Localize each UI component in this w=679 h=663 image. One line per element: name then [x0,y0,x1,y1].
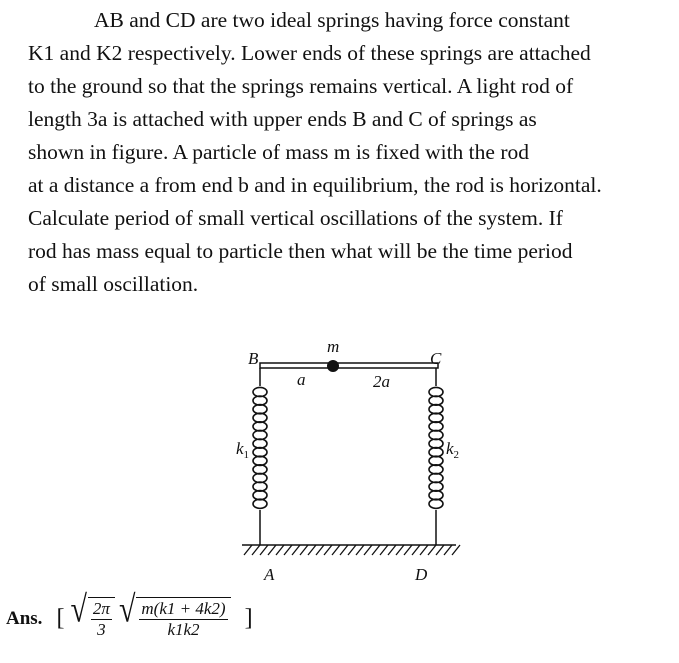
fraction-2 [139,599,227,640]
answer-open-bracket: [ [56,605,65,631]
problem-line-4: length 3a is attached with upper ends B and C of springs as [28,107,537,131]
ground-label-d: D [415,565,428,584]
hatch-mark [396,545,404,555]
answer-label: Ans. [6,607,43,629]
segment-label-2a: 2a [373,372,390,391]
hatch-mark [316,545,324,555]
sqrt-2 [118,589,231,640]
mass-label: m [327,338,340,356]
hatch-mark [276,545,284,555]
hatch-mark [356,545,364,555]
problem-line-2: K1 and K2 respectively. Lower ends of these springs are attached [28,41,591,65]
end-label-b: B [248,349,259,368]
radical-sign-icon: √ [70,589,87,631]
mass-particle [327,360,339,372]
hatch-mark [380,545,388,555]
sqrt-1 [70,589,115,640]
problem-line-3: to the ground so that the springs remains vertical. A light rod of [28,74,574,98]
hatch-mark [428,545,436,555]
hatch-mark [452,545,460,555]
radical-sign-icon: √ [118,589,136,631]
ground-hatching [244,545,460,555]
hatch-mark [444,545,452,555]
hatch-mark [436,545,444,555]
fraction-1 [91,599,112,640]
hatch-mark [372,545,380,555]
rod [260,363,438,368]
spring-right [429,387,443,508]
hatch-mark [420,545,428,555]
hatch-mark [260,545,268,555]
fraction-1-numerator: 2π [92,599,110,618]
problem-line-1: AB and CD are two ideal springs having force constant [94,8,570,32]
spring-left-label: $k_1$ [236,439,250,461]
hatch-mark [332,545,340,555]
problem-line-8: rod has mass equal to particle then what will be the time period [28,239,573,263]
problem-line-6: at a distance a from end b and in equilibrium, the rod is horizontal. [28,173,602,197]
ground-label-a: A [264,565,275,584]
hatch-mark [412,545,420,555]
problem-line-7: Calculate period of small vertical oscillations of the system. If [28,206,563,230]
hatch-mark [284,545,292,555]
problem-line-5: shown in figure. A particle of mass m is fixed with the rod [28,140,529,164]
hatch-mark [364,545,372,555]
hatch-mark [308,545,316,555]
segment-label-a: a [297,370,306,389]
hatch-mark [292,545,300,555]
fraction-2-numerator: m(k1 + 4k2) [141,599,226,618]
hatch-mark [388,545,396,555]
end-label-c: C [430,349,442,368]
problem-text [28,4,672,301]
problem-line-9: of small oscillation. [28,272,199,296]
hatch-mark [300,545,308,555]
spring-right-label: $k_2$ [446,439,460,461]
fraction-2-denominator: k1k2 [167,620,200,639]
spring-left [253,387,267,508]
fraction-1-denominator: 3 [97,620,106,639]
spring-rod-figure [230,338,470,593]
answer [6,589,259,640]
hatch-mark [324,545,332,555]
hatch-mark [252,545,260,555]
hatch-mark [340,545,348,555]
answer-close-bracket: ] [244,605,253,631]
hatch-mark [404,545,412,555]
hatch-mark [268,545,276,555]
hatch-mark [348,545,356,555]
hatch-mark [244,545,252,555]
